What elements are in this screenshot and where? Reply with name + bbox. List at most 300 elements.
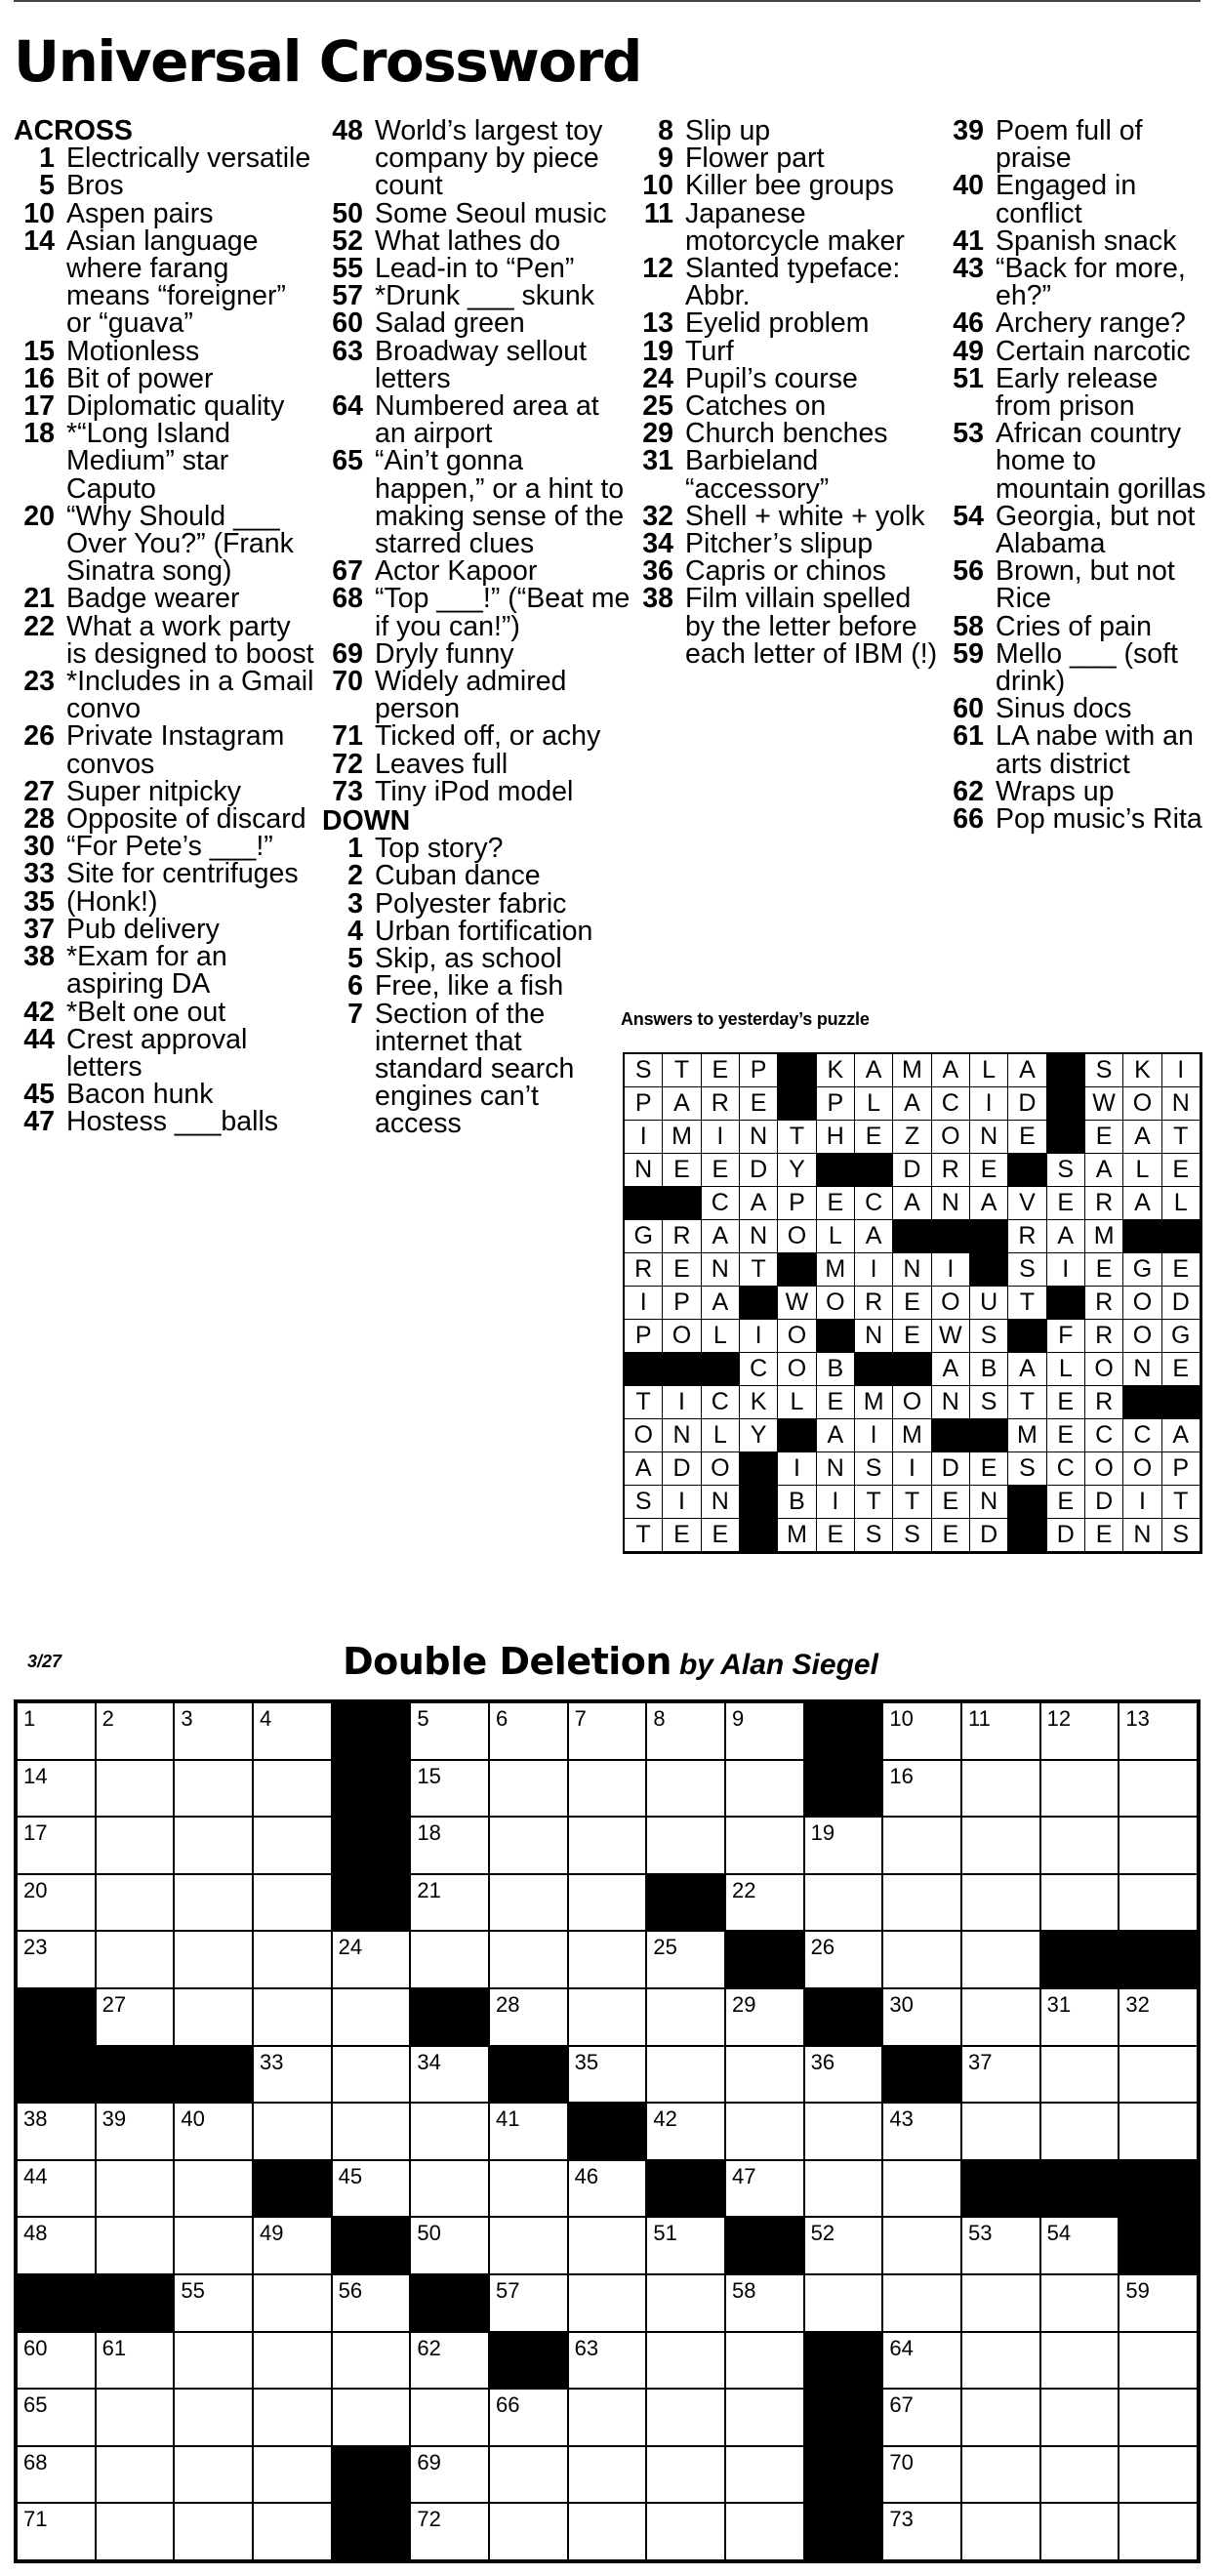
grid-cell[interactable] — [647, 2333, 724, 2389]
answer-letter: I — [932, 1253, 970, 1287]
grid-cell[interactable] — [726, 2047, 803, 2103]
answer-letter: E — [855, 1121, 893, 1154]
answer-letter: E — [932, 1519, 970, 1552]
grid-cell[interactable] — [97, 1818, 174, 1873]
grid-cell[interactable] — [411, 2161, 488, 2217]
grid-cell[interactable] — [1041, 2275, 1119, 2331]
grid-cell[interactable] — [175, 1703, 252, 1759]
clue-number: 40 — [953, 170, 984, 202]
grid-cell[interactable] — [18, 1703, 95, 1759]
answer-black-square — [855, 1353, 893, 1386]
grid-cell[interactable] — [97, 1703, 174, 1759]
clue-item — [632, 307, 943, 340]
grid-cell[interactable] — [1041, 1989, 1119, 2045]
clue-number: 70 — [332, 666, 363, 698]
grid-cell[interactable] — [962, 1875, 1039, 1931]
grid-cell[interactable] — [333, 2390, 410, 2445]
grid-cell[interactable] — [175, 1818, 252, 1873]
clue-item — [322, 915, 632, 947]
grid-cell[interactable] — [883, 1875, 960, 1931]
grid-cell[interactable] — [726, 2390, 803, 2445]
grid-cell[interactable] — [726, 2161, 803, 2217]
answer-letter: P — [778, 1187, 816, 1220]
answer-letter: M — [778, 1519, 816, 1552]
grid-cell[interactable] — [569, 1989, 646, 2045]
clue-text: Spanish snack — [996, 225, 1177, 257]
grid-cell[interactable] — [805, 2161, 882, 2217]
grid-cell[interactable] — [254, 1703, 331, 1759]
grid-cell[interactable] — [726, 1761, 803, 1817]
clue-text: Super nitpicky — [66, 775, 242, 807]
grid-cell[interactable] — [175, 2218, 252, 2273]
answer-black-square — [740, 1452, 778, 1486]
clue-number: 10 — [23, 197, 55, 229]
answer-black-square — [778, 1054, 816, 1087]
grid-cell[interactable] — [726, 2333, 803, 2389]
grid-cell[interactable] — [647, 2104, 724, 2159]
answer-letter: O — [932, 1121, 970, 1154]
clue-number: 46 — [953, 307, 984, 340]
answer-black-square — [1008, 1519, 1046, 1552]
answer-letter: E — [970, 1154, 1008, 1187]
grid-cell[interactable] — [647, 1818, 724, 1873]
grid-cell[interactable] — [647, 1761, 724, 1817]
grid-cell[interactable] — [726, 2504, 803, 2559]
grid-cell[interactable] — [962, 1703, 1039, 1759]
grid-cell[interactable] — [883, 2504, 960, 2559]
clue-text: “Back for more, eh?” — [996, 253, 1186, 312]
grid-cell[interactable] — [1119, 2333, 1197, 2389]
grid-cell[interactable] — [962, 2275, 1039, 2331]
grid-cell[interactable] — [254, 2333, 331, 2389]
grid-cell[interactable] — [1041, 2390, 1119, 2445]
grid-cell[interactable] — [805, 2275, 882, 2331]
clue-text: Broadway sellout letters — [375, 335, 588, 394]
grid-cell[interactable] — [962, 2504, 1039, 2559]
grid-cell[interactable] — [569, 1875, 646, 1931]
clue-item — [14, 362, 318, 394]
grid-cell[interactable] — [962, 1932, 1039, 1987]
grid-cell[interactable] — [411, 1703, 488, 1759]
clue-text: Sinus docs — [996, 693, 1132, 725]
grid-cell[interactable] — [1119, 1989, 1197, 2045]
grid-cell[interactable] — [883, 1818, 960, 1873]
cell-number: 65 — [23, 2392, 48, 2418]
grid-cell[interactable] — [1041, 2218, 1119, 2273]
grid-cell[interactable] — [490, 1875, 567, 1931]
clue-text: *“Long Island Medium” star Caputo — [66, 418, 230, 505]
grid-cell[interactable] — [883, 2390, 960, 2445]
grid-cell[interactable] — [490, 2218, 567, 2273]
grid-cell[interactable] — [175, 2390, 252, 2445]
grid-cell[interactable] — [175, 1761, 252, 1817]
grid-cell[interactable] — [18, 2333, 95, 2389]
clue-number: 1 — [347, 833, 363, 865]
grid-cell[interactable] — [490, 2275, 567, 2331]
clue-text: Leaves full — [375, 748, 509, 780]
grid-cell[interactable] — [883, 2161, 960, 2217]
grid-cell[interactable] — [569, 1761, 646, 1817]
grid-cell[interactable] — [18, 2218, 95, 2273]
grid-cell[interactable] — [569, 2218, 646, 2273]
grid-cell[interactable] — [883, 2218, 960, 2273]
clue-item — [632, 500, 943, 532]
grid-cell[interactable] — [333, 2161, 410, 2217]
answer-letter: E — [702, 1519, 740, 1552]
grid-cell[interactable] — [883, 2275, 960, 2331]
clue-item — [14, 885, 318, 918]
grid-cell[interactable] — [175, 1932, 252, 1987]
cell-number: 30 — [889, 1991, 914, 2017]
grid-cell[interactable] — [569, 1703, 646, 1759]
grid-cell[interactable] — [726, 1703, 803, 1759]
grid-cell[interactable] — [1041, 1818, 1119, 1873]
answer-letter: N — [702, 1253, 740, 1287]
grid-cell[interactable] — [254, 2504, 331, 2559]
grid-cell[interactable] — [490, 1818, 567, 1873]
grid-cell[interactable] — [962, 1989, 1039, 2045]
clue-number: 6 — [347, 970, 363, 1002]
grid-cell[interactable] — [726, 1989, 803, 2045]
grid-cell[interactable] — [490, 1932, 567, 1987]
grid-cell[interactable] — [1119, 1818, 1197, 1873]
grid-cell[interactable] — [805, 1932, 882, 1987]
grid-cell[interactable] — [1041, 2447, 1119, 2503]
grid-cell[interactable] — [254, 2218, 331, 2273]
grid-cell[interactable] — [569, 1818, 646, 1873]
grid-cell[interactable] — [411, 1818, 488, 1873]
cell-number: 68 — [23, 2449, 48, 2474]
cell-number: 34 — [417, 2049, 441, 2074]
grid-cell[interactable] — [97, 2161, 174, 2217]
grid-cell[interactable] — [1041, 2504, 1119, 2559]
grid-cell[interactable] — [726, 2275, 803, 2331]
grid-cell[interactable] — [962, 2218, 1039, 2273]
answer-letter: I — [1123, 1486, 1161, 1519]
grid-cell[interactable] — [175, 2104, 252, 2159]
answer-letter: I — [740, 1320, 778, 1353]
clue-number: 44 — [23, 1023, 55, 1055]
grid-cell[interactable] — [97, 2333, 174, 2389]
grid-cell[interactable] — [805, 2218, 882, 2273]
answer-letter: C — [932, 1087, 970, 1121]
grid-cell[interactable] — [254, 2104, 331, 2159]
clue-number: 35 — [23, 885, 55, 918]
answer-black-square — [1008, 1486, 1046, 1519]
clue-text: Catches on — [685, 390, 827, 423]
clue-text: African country home to mountain gorillas — [996, 418, 1206, 505]
grid-cell[interactable] — [805, 1818, 882, 1873]
grid-cell[interactable] — [1119, 2047, 1197, 2103]
grid-cell[interactable] — [883, 1932, 960, 1987]
grid-cell[interactable] — [411, 2104, 488, 2159]
grid-cell[interactable] — [1119, 1875, 1197, 1931]
grid-cell[interactable] — [18, 2161, 95, 2217]
cell-number: 51 — [653, 2221, 677, 2246]
clue-item — [943, 307, 1208, 340]
grid-cell[interactable] — [962, 2047, 1039, 2103]
grid-cell[interactable] — [883, 1989, 960, 2045]
grid-cell[interactable] — [254, 2447, 331, 2503]
grid-cell[interactable] — [254, 2047, 331, 2103]
grid-cell[interactable] — [1119, 2447, 1197, 2503]
grid-cell[interactable] — [883, 2333, 960, 2389]
clue-item — [14, 143, 318, 175]
grid-cell[interactable] — [411, 2218, 488, 2273]
grid-cell[interactable] — [175, 1989, 252, 2045]
cell-number: 44 — [23, 2163, 48, 2188]
grid-cell[interactable] — [97, 1932, 174, 1987]
grid-cell[interactable] — [254, 2390, 331, 2445]
grid-cell[interactable] — [726, 1818, 803, 1873]
clue-text: Turf — [685, 335, 734, 367]
clue-item — [322, 117, 632, 200]
clue-number: 73 — [332, 775, 363, 807]
grid-cell[interactable] — [726, 2104, 803, 2159]
grid-cell[interactable] — [883, 2104, 960, 2159]
grid-cell[interactable] — [569, 2333, 646, 2389]
grid-cell[interactable] — [962, 2390, 1039, 2445]
black-square — [18, 1989, 95, 2045]
answer-letter: N — [932, 1386, 970, 1419]
grid-cell[interactable] — [1041, 1761, 1119, 1817]
grid-cell[interactable] — [411, 2047, 488, 2103]
answer-letter: O — [932, 1287, 970, 1320]
grid-cell[interactable] — [805, 2104, 882, 2159]
grid-cell[interactable] — [569, 2504, 646, 2559]
grid-cell[interactable] — [569, 1932, 646, 1987]
grid-cell[interactable] — [883, 2447, 960, 2503]
grid-cell[interactable] — [333, 1989, 410, 2045]
grid-cell[interactable] — [490, 2104, 567, 2159]
grid-cell[interactable] — [18, 1932, 95, 1987]
clue-number: 1 — [39, 143, 55, 175]
answer-letter: T — [740, 1253, 778, 1287]
grid-cell[interactable] — [254, 1989, 331, 2045]
grid-cell[interactable] — [411, 2390, 488, 2445]
grid-cell[interactable] — [333, 2104, 410, 2159]
grid-cell[interactable] — [1119, 2275, 1197, 2331]
grid-cell[interactable] — [569, 2390, 646, 2445]
grid-cell[interactable] — [411, 2504, 488, 2559]
answer-letter: I — [663, 1486, 701, 1519]
clue-text: Aspen pairs — [66, 197, 214, 229]
clue-column-1 — [14, 117, 318, 1136]
grid-cell[interactable] — [18, 1818, 95, 1873]
grid-cell[interactable] — [647, 1932, 724, 1987]
grid-cell[interactable] — [805, 1875, 882, 1931]
clue-item — [322, 775, 632, 807]
grid-cell[interactable] — [962, 2447, 1039, 2503]
answer-black-square — [625, 1353, 663, 1386]
black-square — [254, 2161, 331, 2217]
clue-text: Lead-in to “Pen” — [375, 253, 575, 285]
grid-cell[interactable] — [175, 1875, 252, 1931]
grid-cell[interactable] — [962, 2104, 1039, 2159]
grid-cell[interactable] — [490, 1761, 567, 1817]
grid-cell[interactable] — [490, 1703, 567, 1759]
grid-cell[interactable] — [962, 1761, 1039, 1817]
grid-cell[interactable] — [647, 2218, 724, 2273]
grid-cell[interactable] — [411, 1875, 488, 1931]
answer-letter: O — [778, 1353, 816, 1386]
grid-cell[interactable] — [1041, 2104, 1119, 2159]
clue-item — [322, 748, 632, 780]
grid-cell[interactable] — [569, 2447, 646, 2503]
answer-letter: N — [855, 1320, 893, 1353]
cell-number: 2 — [102, 1706, 114, 1731]
clue-text: Salad green — [375, 307, 525, 340]
answer-letter: M — [855, 1386, 893, 1419]
cell-number: 29 — [731, 1991, 756, 2017]
grid-cell[interactable] — [333, 1932, 410, 1987]
answer-letter: D — [932, 1452, 970, 1486]
clue-item — [322, 860, 632, 892]
answer-letter: I — [855, 1253, 893, 1287]
grid-cell[interactable] — [647, 2275, 724, 2331]
grid-cell[interactable] — [962, 2333, 1039, 2389]
grid-cell[interactable] — [411, 1932, 488, 1987]
grid-cell[interactable] — [883, 1703, 960, 1759]
grid-cell[interactable] — [490, 2390, 567, 2445]
clue-item — [943, 693, 1208, 725]
grid-cell[interactable] — [18, 2104, 95, 2159]
clue-item — [322, 307, 632, 340]
grid-cell[interactable] — [97, 2218, 174, 2273]
cell-number: 22 — [731, 1877, 756, 1902]
grid-cell[interactable] — [175, 2447, 252, 2503]
grid-cell[interactable] — [97, 1989, 174, 2045]
grid-cell[interactable] — [254, 1875, 331, 1931]
grid-cell[interactable] — [647, 2047, 724, 2103]
answer-black-square — [855, 1154, 893, 1187]
grid-cell[interactable] — [97, 2447, 174, 2503]
grid-cell[interactable] — [490, 2504, 567, 2559]
grid-cell[interactable] — [1041, 1875, 1119, 1931]
grid-cell[interactable] — [175, 2333, 252, 2389]
clue-text: Bros — [66, 170, 124, 202]
grid-cell[interactable] — [97, 1875, 174, 1931]
clue-item — [322, 253, 632, 285]
grid-cell[interactable] — [97, 2504, 174, 2559]
clue-item — [943, 555, 1208, 615]
cell-number: 71 — [23, 2507, 48, 2532]
grid-cell[interactable] — [883, 1761, 960, 1817]
grid-cell[interactable] — [254, 1932, 331, 1987]
answer-letter: E — [1047, 1187, 1085, 1220]
answer-letter: W — [778, 1287, 816, 1320]
grid-cell[interactable] — [569, 2047, 646, 2103]
black-square — [962, 2161, 1039, 2217]
grid-cell[interactable] — [333, 2333, 410, 2389]
clue-text: (Honk!) — [66, 885, 158, 918]
clue-number: 52 — [332, 225, 363, 257]
clue-number: 19 — [642, 335, 673, 367]
answer-letter: N — [702, 1486, 740, 1519]
grid-cell[interactable] — [726, 2447, 803, 2503]
clue-item — [943, 362, 1208, 423]
answer-letter: O — [702, 1452, 740, 1486]
grid-cell[interactable] — [647, 2504, 724, 2559]
clue-number: 72 — [332, 748, 363, 780]
grid-cell[interactable] — [490, 2447, 567, 2503]
grid-cell[interactable] — [254, 2275, 331, 2331]
answer-letter: A — [1008, 1353, 1046, 1386]
grid-cell[interactable] — [1041, 1703, 1119, 1759]
grid-cell[interactable] — [175, 2161, 252, 2217]
answer-letter: R — [625, 1253, 663, 1287]
grid-cell[interactable] — [569, 2161, 646, 2217]
grid-cell[interactable] — [1119, 2504, 1197, 2559]
grid-cell[interactable] — [805, 2047, 882, 2103]
top-rule — [14, 0, 1201, 2]
grid-cell[interactable] — [726, 1875, 803, 1931]
grid-cell[interactable] — [1041, 2047, 1119, 2103]
clue-text: *Drunk ___ skunk — [375, 280, 594, 312]
grid-cell[interactable] — [254, 1761, 331, 1817]
grid-cell[interactable] — [1041, 2333, 1119, 2389]
answer-letter: S — [625, 1054, 663, 1087]
grid-cell[interactable] — [18, 2390, 95, 2445]
cell-number: 39 — [102, 2106, 127, 2132]
grid-cell[interactable] — [175, 2504, 252, 2559]
grid-cell[interactable] — [1119, 2104, 1197, 2159]
grid-cell[interactable] — [333, 2275, 410, 2331]
grid-cell[interactable] — [18, 1875, 95, 1931]
grid-cell[interactable] — [18, 2504, 95, 2559]
cell-number: 4 — [259, 1706, 272, 1731]
grid-cell[interactable] — [647, 2390, 724, 2445]
clue-text: “Top ___!” (“Beat me if you can!”) — [375, 583, 631, 642]
grid-cell[interactable] — [490, 1989, 567, 2045]
grid-cell[interactable] — [647, 2447, 724, 2503]
grid-cell[interactable] — [569, 2275, 646, 2331]
clue-text: Cuban dance — [375, 860, 541, 892]
grid-cell[interactable] — [962, 1818, 1039, 1873]
cell-number: 38 — [23, 2106, 48, 2132]
grid-cell[interactable] — [333, 2047, 410, 2103]
answer-letter: C — [855, 1187, 893, 1220]
grid-cell[interactable] — [647, 1703, 724, 1759]
answer-letter: O — [1123, 1320, 1161, 1353]
clue-text: Slip up — [685, 115, 771, 146]
grid-cell[interactable] — [97, 2390, 174, 2445]
answer-letter: L — [855, 1087, 893, 1121]
grid-cell[interactable] — [18, 2447, 95, 2503]
grid-cell[interactable] — [254, 1818, 331, 1873]
grid-cell[interactable] — [490, 2161, 567, 2217]
clue-item — [14, 858, 318, 890]
clue-item — [943, 115, 1208, 175]
grid-cell[interactable] — [647, 1989, 724, 2045]
answer-letter: D — [1008, 1087, 1046, 1121]
answer-letter: E — [1085, 1121, 1123, 1154]
crossword-grid — [14, 1699, 1201, 2563]
grid-cell[interactable] — [411, 2447, 488, 2503]
grid-cell[interactable] — [1119, 2390, 1197, 2445]
grid-cell[interactable] — [175, 2275, 252, 2331]
grid-cell[interactable] — [97, 2104, 174, 2159]
grid-cell[interactable] — [1119, 1703, 1197, 1759]
grid-cell[interactable] — [411, 1761, 488, 1817]
grid-cell[interactable] — [411, 2333, 488, 2389]
grid-cell[interactable] — [1119, 1761, 1197, 1817]
answer-letter: V — [1008, 1187, 1046, 1220]
answer-letter: E — [932, 1486, 970, 1519]
answer-black-square — [893, 1353, 931, 1386]
grid-cell[interactable] — [97, 1761, 174, 1817]
grid-cell[interactable] — [18, 1761, 95, 1817]
